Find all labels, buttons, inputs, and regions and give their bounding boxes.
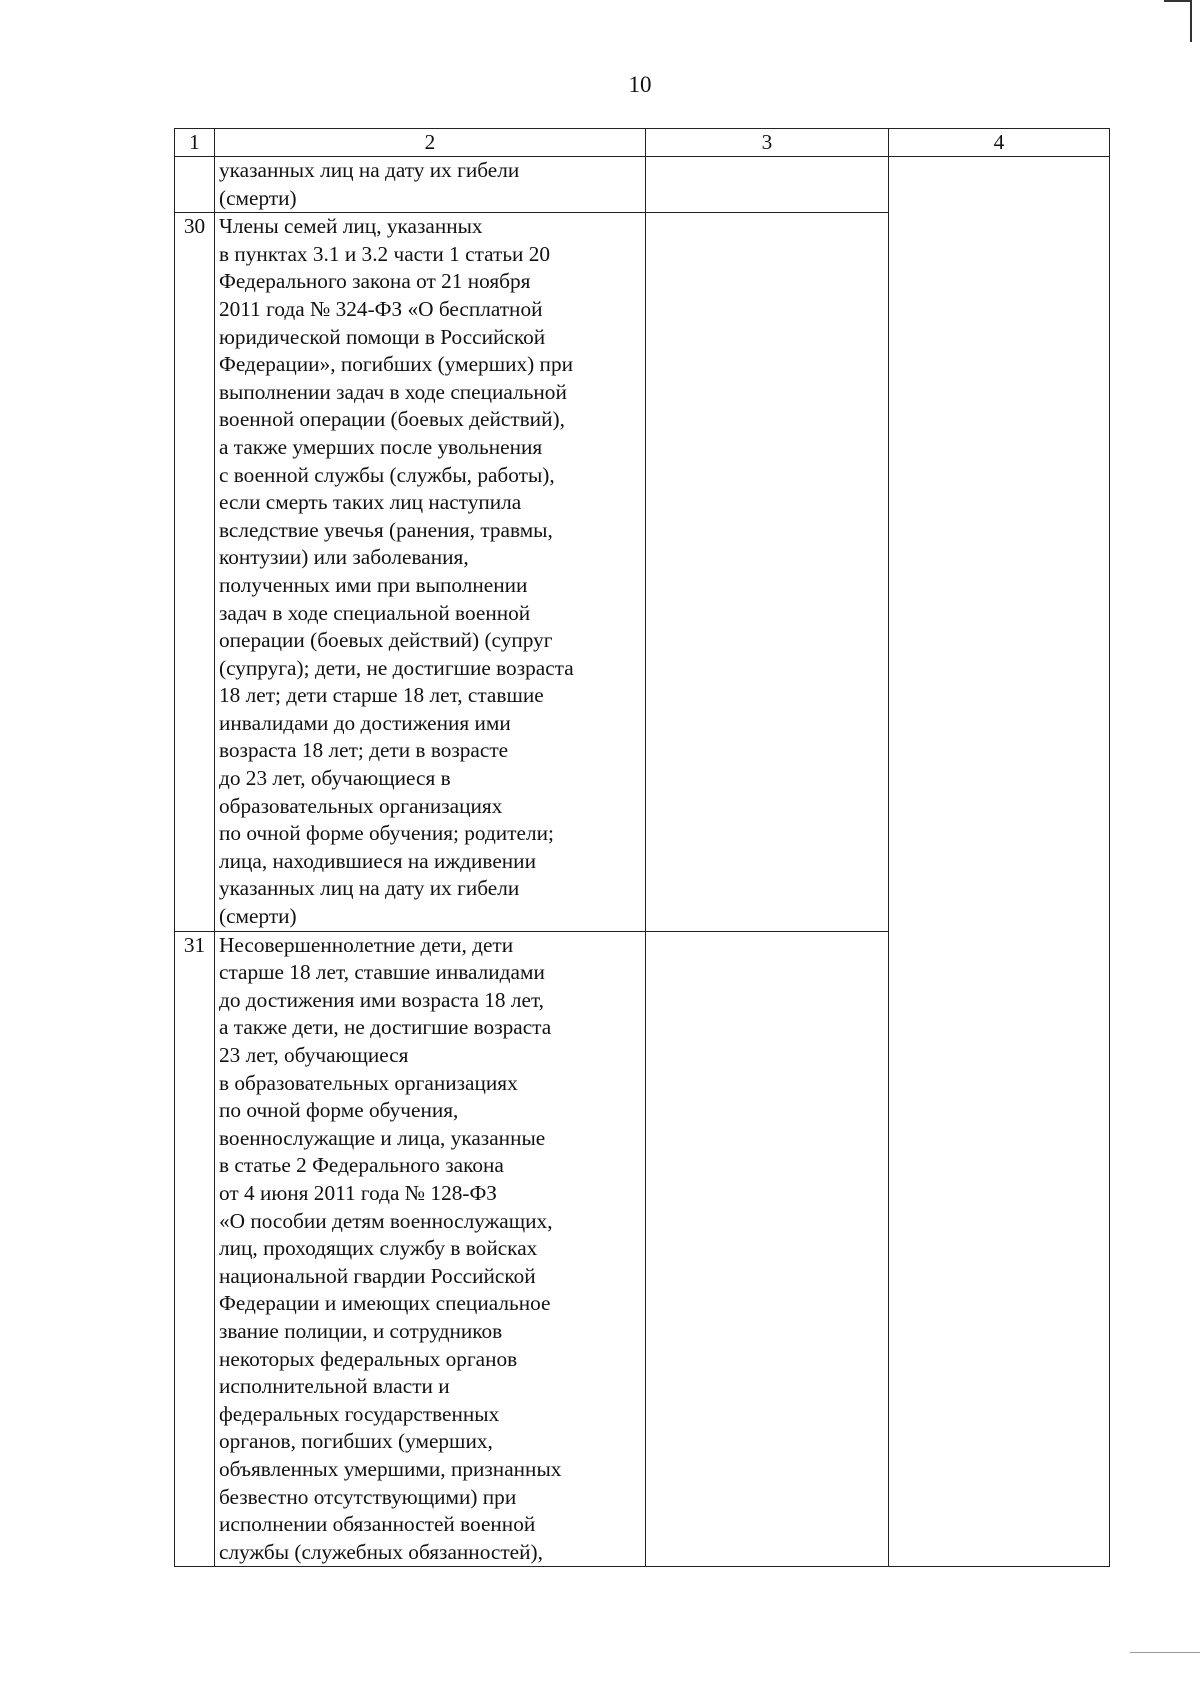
text-line: а также дети, не достигшие возраста [219, 1015, 552, 1040]
scan-corner-line [1130, 1652, 1200, 1653]
text-line: Несовершеннолетние дети, дети [219, 932, 514, 957]
text-line: военнослужащие и лица, указанные [219, 1125, 546, 1150]
text-line: до достижения ими возраста 18 лет, [219, 987, 544, 1012]
text-line: исполнительной власти и [219, 1374, 450, 1399]
text-line: по очной форме обучения, [219, 1098, 459, 1123]
column-3-cell [646, 931, 889, 1567]
header-cell-2: 2 [215, 129, 646, 157]
text-line: Члены семей лиц, указанных [219, 214, 483, 239]
text-line: а также умерших после увольнения [219, 434, 543, 459]
column-4-merged-cell [889, 157, 1110, 1567]
row-number-cell: 30 [175, 213, 215, 931]
text-line: с военной службы (службы, работы), [219, 462, 555, 487]
text-line: от 4 июня 2011 года № 128-ФЗ [219, 1180, 497, 1205]
row-number-cell-empty [175, 157, 215, 213]
text-line: Федерации и имеющих специальное [219, 1291, 551, 1316]
table-header-row [175, 129, 1110, 157]
text-line: операции (боевых действий) (супруг [219, 628, 553, 653]
table-row-continuation [175, 157, 1110, 213]
row-text-cell [215, 157, 646, 213]
text-line: исполнении обязанностей военной [219, 1512, 536, 1537]
text-line: некоторых федеральных органов [219, 1346, 518, 1371]
header-cell-3: 3 [646, 129, 889, 157]
text-line: в статье 2 Федерального закона [219, 1153, 504, 1178]
text-line: задач в ходе специальной военной [219, 600, 531, 625]
row-text-cell [215, 931, 646, 1567]
text-line: безвестно отсутствующими) при [219, 1484, 517, 1509]
page-number: 10 [628, 72, 652, 97]
column-3-cell [646, 157, 889, 213]
text-line: старше 18 лет, ставшие инвалидами [219, 960, 545, 985]
text-line: Федерации», погибших (умерших) при [219, 352, 573, 377]
column-3-cell [646, 213, 889, 931]
text-line: возраста 18 лет; дети в возрасте [219, 738, 509, 763]
text-line: звание полиции, и сотрудников [219, 1318, 503, 1343]
text-line: до 23 лет, обучающиеся в [219, 766, 451, 791]
text-line: (супруга); дети, не достигшие возраста [219, 655, 574, 680]
text-line: лица, находившиеся на иждивении [219, 848, 536, 873]
scan-edge-mark [1164, 0, 1192, 42]
text-line: указанных лиц на дату их гибели [219, 876, 520, 901]
benefits-table [174, 128, 1110, 1567]
text-line: органов, погибших (умерших, [219, 1429, 493, 1454]
row-number-cell: 31 [175, 931, 215, 1567]
text-line: 23 лет, обучающиеся [219, 1043, 409, 1067]
text-line: в образовательных организациях [219, 1070, 518, 1095]
text-line: контузии) или заболевания, [219, 545, 469, 570]
text-line: федеральных государственных [219, 1401, 500, 1426]
text-line: инвалидами до достижения ими [219, 710, 511, 735]
text-line: «О пособии детям военнослужащих, [219, 1208, 553, 1233]
header-cell-4: 4 [889, 129, 1110, 157]
text-line: если смерть таких лиц наступила [219, 490, 522, 515]
text-line: вследствие увечья (ранения, травмы, [219, 517, 553, 542]
header-cell-1: 1 [175, 129, 215, 157]
text-line: полученных ими при выполнении [219, 572, 528, 597]
row-text-cell [215, 213, 646, 931]
text-line: выполнении задач в ходе специальной [219, 379, 567, 404]
text-line: объявленных умершими, признанных [219, 1456, 562, 1481]
text-line: в пунктах 3.1 и 3.2 части 1 статьи 20 [219, 241, 551, 266]
text-line: службы (служебных обязанностей), [219, 1539, 543, 1564]
text-line: юридической помощи в Российской [219, 324, 546, 349]
text-line: указанных лиц на дату их гибели [219, 158, 520, 182]
text-line: 2011 года № 324-ФЗ «О бесплатной [219, 296, 543, 321]
text-line: лиц, проходящих службу в войсках [219, 1236, 538, 1261]
text-line: по очной форме обучения; родители; [219, 821, 554, 846]
text-line: Федерального закона от 21 ноября [219, 269, 531, 294]
text-line: 18 лет; дети старше 18 лет, ставшие [219, 683, 544, 708]
text-line: образовательных организациях [219, 793, 503, 818]
text-line: военной операции (боевых действий), [219, 407, 565, 432]
text-line: национальной гвардии Российской [219, 1263, 536, 1288]
text-line: (смерти) [219, 904, 297, 929]
text-line: (смерти) [219, 185, 297, 210]
